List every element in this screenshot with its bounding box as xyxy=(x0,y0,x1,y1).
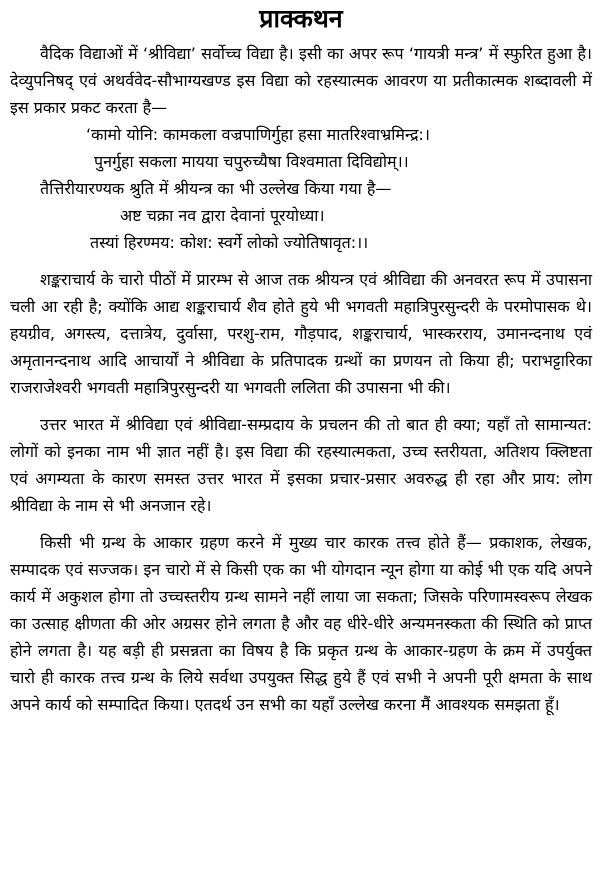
paragraph-taittiriya: तैत्तिरीयारण्यक श्रुति में श्रीयन्त्र का भी उल्लेख किया गया है— xyxy=(40,179,392,198)
verse-1-line-1: ‘कामो योनि: कामकला वज्रपाणिर्गुहा हसा मातरिश्वाभ्रमिन्द्र:। xyxy=(86,125,430,144)
paragraph-north-india: उत्तर भारत में श्रीविद्या एवं श्रीविद्या-सम्प्रदाय के प्रचलन की तो बात ही क्या; यहाँ तो सामान्यत: लोगों को इनका नाम भी ज्ञात नहीं है। इस विद्या की रहस्यात्मकता, उच्च स्तरीयता, अतिशय क्लिष्टता एवं अगम्यता के कारण समस्त उत्तर भारत में इसका प्रचार-प्रसार अवरुद्ध ही रहा और प्राय: लोग श्रीविद्या के नाम से भी अनजान रहे। xyxy=(10,415,592,515)
paragraph-acknowledgement: किसी भी ग्रन्थ के आकार ग्रहण करने में मुख्य चार कारक तत्त्व होते हैं— प्रकाशक, लेखक, सम्पादक एवं सज्जक। इन चारो में से किसी एक का भी योगदान न्यून होगा या कोई भी एक यदि अपने कार्य में अकुशल होगा तो उच्चस्तरीय ग्रन्थ सामने नहीं लाया जा सकता; जिसके परिणामस्वरूप लेखक का उत्साह क्षीणता की ओर अग्रसर होने लगता है और वह धीरे-धीरे अन्यमनस्कता की स्थिति को प्राप्त होने लगता है। यह बड़ी ही प्रसन्नता का विषय है कि प्रकृत ग्रन्थ के आकार-ग्रहण के क्रम में उपर्युक्त चारो ही कारक तत्त्व ग्रन्थ के लिये सर्वथा उपयुक्त सिद्ध हुये हैं एवं सभी ने अपनी पूरी क्षमता के साथ अपने कार्य को सम्पादित किया। एतदर्थ उन सभी का यहाँ उल्लेख करना मैं आवश्यक समझता हूँ। xyxy=(10,533,592,714)
verse-2-line-2: तस्यां हिरण्मय: कोश: स्वर्गे लोको ज्योतिषावृत:।। xyxy=(90,233,369,252)
paragraph-intro: वैदिक विद्याओं में ‘श्रीविद्या’ सर्वोच्च विद्या है। इसी का अपर रूप ‘गायत्री मन्त्र’ में स्फुरित हुआ है। देव्युपनिषद् एवं अथर्ववेद-सौभाग्यखण्ड इस विद्या को रहस्यात्मक आवरण या प्रतीकात्मक शब्दावली में इस प्रकार प्रकट करता है— xyxy=(10,44,592,117)
verse-2-line-1: अष्ट चक्रा नव द्वारा देवानां पूरयोध्या। xyxy=(120,206,325,225)
page-title: प्राक्कथन xyxy=(259,4,343,33)
verse-1-line-2: पुनर्गुहा सकला मायया चपुरुच्यैषा विश्वमाता दिविद्योम्।। xyxy=(94,152,409,171)
paragraph-shankaracharya: शङ्कराचार्य के चारो पीठों में प्रारम्भ से आज तक श्रीयन्त्र एवं श्रीविद्या की अनवरत रूप में उपासना चली आ रही है; क्योंकि आद्य शङ्कराचार्य शैव होते हुये भी भगवती महात्रिपुरसुन्दरी के परमोपासक थे। हयग्रीव, अगस्त्य, दत्तात्रेय, दुर्वासा, परशु-राम, गौड़पाद, शङ्कराचार्य, भास्करराय, उमानन्दनाथ एवं अमृतानन्दनाथ आदि आचार्यों ने श्रीविद्या के प्रतिपादक ग्रन्थों का प्रणयन तो किया ही; पराभट्टारिका राजराजेश्वरी भगवती महात्रिपुरसुन्दरी या भगवती ललिता की उपासना भी की। xyxy=(10,270,592,397)
